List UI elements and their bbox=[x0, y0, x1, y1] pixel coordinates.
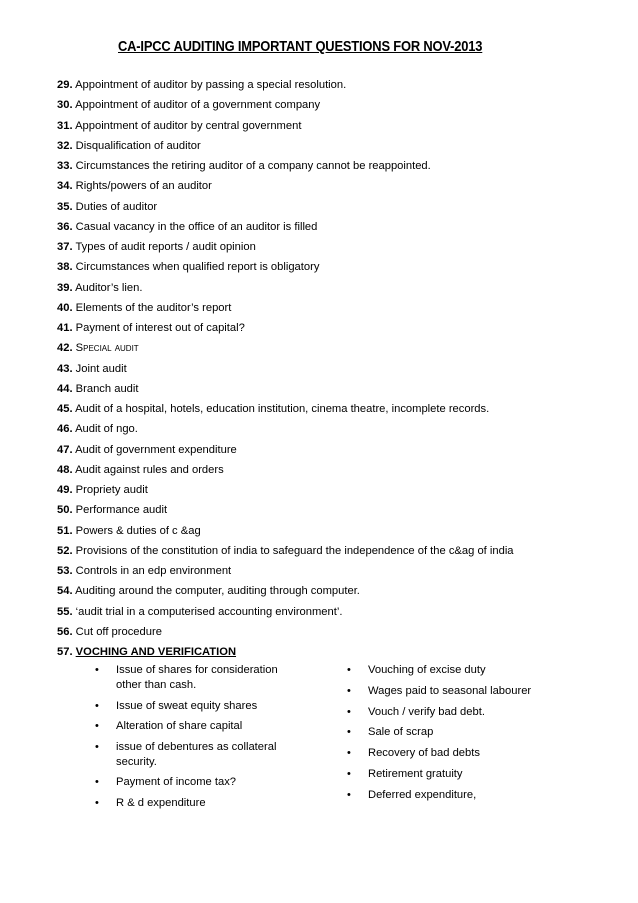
question-list bbox=[57, 75, 514, 662]
question-text: Appointment of auditor by central government bbox=[75, 119, 302, 132]
question-text: Joint audit bbox=[75, 362, 127, 375]
question-text: Branch audit bbox=[75, 382, 139, 395]
question-item bbox=[57, 278, 514, 298]
vouching-list-left bbox=[92, 663, 292, 816]
question-number: 29. bbox=[57, 79, 73, 91]
vouching-item bbox=[92, 775, 292, 790]
question-text: Casual vacancy in the office of an auditor is filled bbox=[75, 220, 318, 233]
question-text: Circumstances the retiring auditor of a company cannot be reappointed. bbox=[75, 160, 431, 172]
vouching-item-text: R & d expenditure bbox=[116, 796, 206, 809]
question-number: 37. bbox=[57, 241, 73, 253]
question-item bbox=[57, 480, 514, 500]
bullet-icon: • bbox=[95, 740, 99, 753]
question-item bbox=[57, 541, 514, 561]
question-number: 54. bbox=[57, 585, 73, 598]
vouching-item-text: issue of debentures as collateral security. bbox=[116, 740, 277, 768]
page-title: CA-IPCC AUDITING IMPORTANT QUESTIONS FOR NOV-2013 bbox=[118, 38, 483, 55]
question-item bbox=[57, 521, 514, 541]
question-text: Disqualification of auditor bbox=[75, 139, 201, 152]
vouching-item bbox=[344, 788, 544, 803]
vouching-item bbox=[92, 796, 292, 811]
question-item bbox=[57, 217, 514, 237]
question-text: Audit against rules and orders bbox=[75, 463, 224, 476]
question-number: 45. bbox=[57, 403, 73, 415]
question-text: Rights/powers of an auditor bbox=[75, 180, 212, 193]
bullet-icon: • bbox=[347, 705, 351, 718]
question-text: Audit of government expenditure bbox=[75, 443, 237, 456]
question-item bbox=[57, 359, 514, 379]
question-number: 52. bbox=[57, 544, 73, 557]
question-text: Appointment of auditor by passing a special resolution. bbox=[75, 79, 347, 91]
vouching-item-text: Retirement gratuity bbox=[368, 767, 463, 780]
question-number: 35. bbox=[57, 200, 73, 213]
question-number: 31. bbox=[57, 119, 73, 132]
question-number: 53. bbox=[57, 565, 73, 577]
question-item bbox=[57, 318, 514, 338]
question-number: 44. bbox=[57, 382, 73, 395]
vouching-item-text: Deferred expenditure, bbox=[368, 788, 477, 801]
bullet-icon: • bbox=[347, 684, 351, 697]
question-text: Performance audit bbox=[75, 504, 168, 517]
question-item bbox=[57, 602, 514, 622]
bullet-icon: • bbox=[95, 664, 99, 676]
vouching-item-text: Sale of scrap bbox=[368, 726, 434, 739]
vouching-item bbox=[344, 684, 544, 699]
question-item bbox=[57, 399, 514, 419]
bullet-icon: • bbox=[95, 776, 99, 788]
question-item bbox=[57, 75, 514, 95]
question-item bbox=[57, 419, 514, 439]
vouching-item bbox=[344, 725, 544, 740]
bullet-icon: • bbox=[347, 747, 351, 760]
question-number: 41. bbox=[57, 322, 73, 334]
vouching-item bbox=[344, 663, 544, 678]
question-number: 40. bbox=[57, 301, 73, 314]
question-text: VOCHING AND VERIFICATION bbox=[75, 646, 237, 658]
question-item bbox=[57, 338, 514, 358]
vouching-item bbox=[344, 767, 544, 782]
question-item bbox=[57, 257, 514, 277]
vouching-item bbox=[92, 719, 292, 734]
bullet-icon: • bbox=[347, 788, 351, 801]
question-item bbox=[57, 156, 514, 176]
question-number: 50. bbox=[57, 504, 73, 517]
vouching-item bbox=[344, 746, 544, 761]
question-item bbox=[57, 136, 514, 156]
question-number: 57. bbox=[57, 646, 73, 658]
vouching-item-text: Alteration of share capital bbox=[116, 720, 243, 732]
question-text: Elements of the auditor’s report bbox=[75, 301, 232, 314]
question-text: Controls in an edp environment bbox=[75, 565, 232, 577]
question-item bbox=[57, 176, 514, 196]
question-item bbox=[57, 460, 514, 480]
question-item bbox=[57, 440, 514, 460]
question-text: Provisions of the constitution of india to safeguard the independence of the c&ag of india bbox=[75, 544, 514, 557]
question-number: 32. bbox=[57, 139, 73, 152]
question-item bbox=[57, 197, 514, 217]
vouching-item bbox=[92, 740, 292, 770]
question-text: Audit of ngo. bbox=[75, 423, 138, 436]
question-number: 48. bbox=[57, 463, 73, 476]
vouching-item-text: Recovery of bad debts bbox=[368, 747, 480, 760]
question-text: ‘audit trial in a computerised accounting environment’. bbox=[75, 605, 343, 618]
question-text: Cut off procedure bbox=[75, 625, 162, 638]
bullet-icon: • bbox=[95, 720, 99, 732]
bullet-icon: • bbox=[347, 767, 351, 780]
bullet-icon: • bbox=[347, 664, 351, 676]
vouching-item-text: Issue of sweat equity shares bbox=[116, 699, 258, 712]
question-text: Auditor’s lien. bbox=[75, 281, 143, 294]
question-item bbox=[57, 500, 514, 520]
bullet-icon: • bbox=[95, 699, 99, 712]
vouching-item-text: Payment of income tax? bbox=[116, 776, 237, 788]
question-item bbox=[57, 95, 514, 115]
question-number: 46. bbox=[57, 423, 73, 436]
question-text: Audit of a hospital, hotels, education institution, cinema theatre, incomplete records. bbox=[75, 403, 490, 415]
vouching-item bbox=[344, 705, 544, 720]
question-text: Duties of auditor bbox=[75, 200, 158, 213]
vouching-item-text: Issue of shares for consideration other than cash. bbox=[116, 664, 278, 691]
question-number: 33. bbox=[57, 160, 73, 172]
question-number: 38. bbox=[57, 261, 73, 274]
bullet-icon: • bbox=[95, 796, 99, 809]
question-item bbox=[57, 237, 514, 257]
question-text: Payment of interest out of capital? bbox=[75, 322, 245, 334]
question-number: 39. bbox=[57, 281, 73, 294]
question-number: 55. bbox=[57, 605, 73, 618]
vouching-item-text: Vouching of excise duty bbox=[368, 664, 486, 676]
vouching-item bbox=[92, 663, 292, 693]
question-text: Powers & duties of c &ag bbox=[75, 524, 201, 537]
vouching-item-text: Wages paid to seasonal labourer bbox=[368, 684, 532, 697]
question-text: Auditing around the computer, auditing through computer. bbox=[75, 585, 360, 598]
question-item bbox=[57, 116, 514, 136]
question-item bbox=[57, 298, 514, 318]
question-text: Circumstances when qualified report is obligatory bbox=[75, 261, 320, 274]
question-text: Types of audit reports / audit opinion bbox=[75, 241, 256, 253]
question-number: 30. bbox=[57, 99, 73, 112]
question-text: Appointment of auditor of a government company bbox=[75, 99, 321, 112]
question-number: 49. bbox=[57, 484, 73, 496]
question-number: 43. bbox=[57, 362, 73, 375]
question-text: Propriety audit bbox=[75, 484, 148, 496]
question-number: 47. bbox=[57, 443, 73, 456]
question-text: Special audit bbox=[75, 342, 139, 355]
vouching-item bbox=[92, 699, 292, 714]
question-item bbox=[57, 622, 514, 642]
question-number: 51. bbox=[57, 524, 73, 537]
question-number: 56. bbox=[57, 625, 73, 638]
question-item bbox=[57, 561, 514, 581]
question-number: 42. bbox=[57, 342, 73, 355]
question-number: 34. bbox=[57, 180, 73, 193]
question-item bbox=[57, 581, 514, 601]
vouching-item-text: Vouch / verify bad debt. bbox=[368, 705, 485, 718]
vouching-list-right bbox=[344, 663, 544, 809]
bullet-icon: • bbox=[347, 726, 351, 739]
question-item bbox=[57, 379, 514, 399]
question-item bbox=[57, 642, 514, 662]
question-number: 36. bbox=[57, 220, 73, 233]
